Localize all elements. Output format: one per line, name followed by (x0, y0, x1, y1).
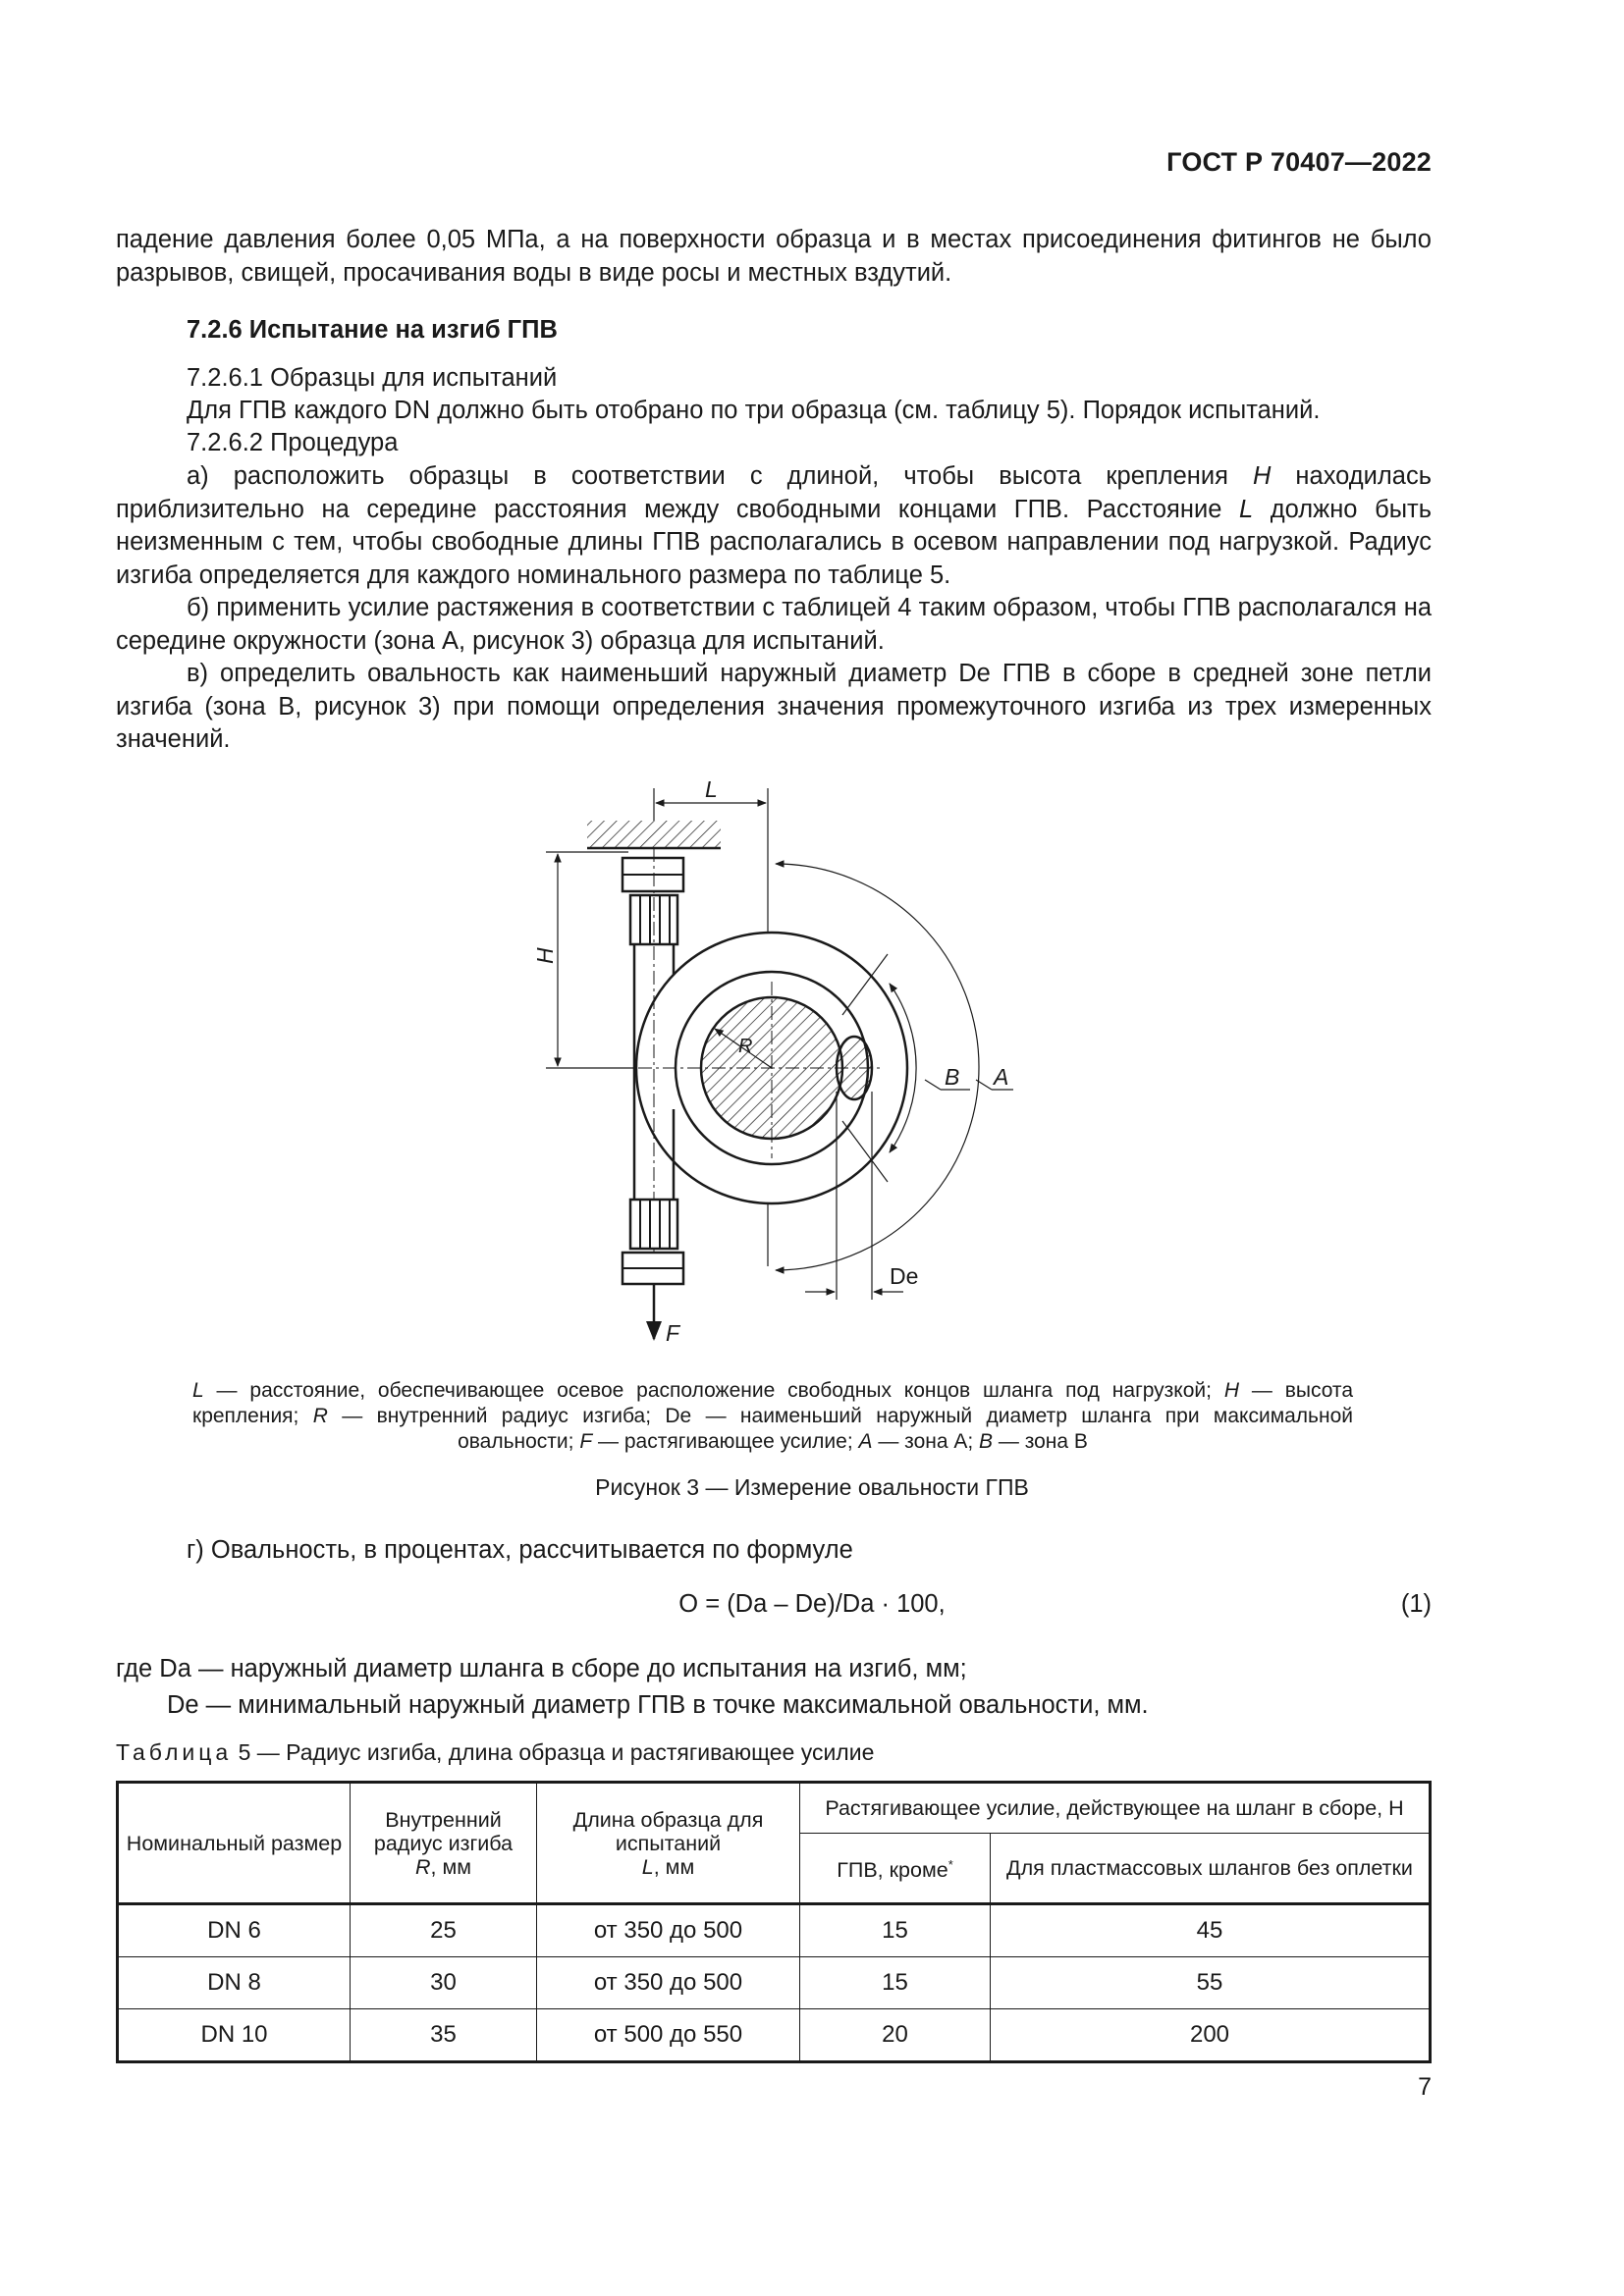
header-sample-length: Длина образца для испытаний L, мм (537, 1783, 800, 1904)
cell-force-plastic: 45 (991, 1904, 1431, 1957)
label-De: De (890, 1263, 919, 1289)
header-bend-radius: Внутренний радиус изгиба R, мм (351, 1783, 537, 1904)
header-force-plastic: Для пластмассовых шлангов без оплетки (991, 1834, 1431, 1904)
bend-radius-table (116, 1781, 1432, 2063)
section-heading: 7.2.6 Испытание на изгиб ГПВ (187, 316, 558, 344)
header-force-gpv: ГПВ, кроме* (800, 1834, 991, 1904)
cell-force-gpv: 20 (800, 2009, 991, 2062)
cell-size: DN 8 (118, 1957, 351, 2009)
label-H: H (532, 947, 558, 964)
where-da: где Da — наружный диаметр шланга в сборе до испытания на изгиб, мм; (116, 1655, 967, 1682)
subsection-samples: 7.2.6.1 Образцы для испытаний (187, 364, 558, 392)
item-v-paragraph: в) определить овальность как наименьший наружный диаметр De ГПВ в сборе в средней зоне петли изгиба (зона В, рисунок 3) при помощи определения значения промежуточного изгиба из трех измеренных значений. (116, 660, 1432, 753)
subsection-procedure: 7.2.6.2 Процедура (187, 429, 399, 456)
item-a-paragraph: а) расположить образцы в соответствии с длиной, чтобы высота крепления H находилась приблизительно на середине расстояния между свободными концами ГПВ. Расстояние L должно быть неизменным с тем, чтобы свободные длины ГПВ располагались в осевом направлении под нагрузкой. Радиус изгиба определяется для каждого номинального размера по таблице 5. (116, 462, 1433, 589)
table-row (118, 1957, 1431, 2009)
document-header: ГОСТ Р 70407—2022 (1166, 147, 1432, 177)
cell-radius: 35 (351, 2009, 537, 2062)
header-tensile-force: Растягивающее усилие, действующее на шланг в сборе, Н (800, 1783, 1431, 1834)
ovality-intro: г) Овальность, в процентах, рассчитывается по формуле (187, 1536, 853, 1564)
ceiling-mount (587, 821, 721, 848)
cell-length: от 500 до 550 (537, 2009, 800, 2062)
where-de: De — минимальный наружный диаметр ГПВ в точке максимальной овальности, мм. (167, 1691, 1149, 1719)
cell-length: от 350 до 500 (537, 1957, 800, 2009)
item-b-paragraph: б) применить усилие растяжения в соответствии с таблицей 4 таким образом, чтобы ГПВ располагался на середине окружности (зона А, рисунок 3) образца для испытаний. (116, 594, 1432, 655)
label-L: L (705, 776, 718, 802)
samples-text: Для ГПВ каждого DN должно быть отобрано по три образца (см. таблицу 5). Порядок испытаний. (187, 397, 1321, 424)
label-B: B (945, 1064, 960, 1090)
header-nominal-size: Номинальный размер (118, 1783, 351, 1904)
figure-caption: L — расстояние, обеспечивающее осевое расположение свободных концов шланга под нагрузкой; H — высота крепления; R — внутренний радиус изгиба; De — наименьший наружный диаметр шланга при максимальной овальности; F — растягивающее усилие; A — зона А; B — зона В (192, 1379, 1354, 1453)
cell-force-gpv: 15 (800, 1904, 991, 1957)
table-caption: Таблица 5 — Радиус изгиба, длина образца и растягивающее усилие (116, 1739, 875, 1765)
intro-paragraph: падение давления более 0,05 МПа, а на поверхности образца и в местах присоединения фитингов не было разрывов, свищей, просачивания воды в виде росы и местных вздутий. (116, 226, 1432, 287)
table-row (118, 1904, 1431, 1957)
figure-title: Рисунок 3 — Измерение овальности ГПВ (595, 1474, 1029, 1500)
label-R: R (738, 1036, 753, 1057)
cell-force-gpv: 15 (800, 1957, 991, 2009)
page-number: 7 (1418, 2073, 1432, 2101)
cell-length: от 350 до 500 (537, 1904, 800, 1957)
table-row (118, 2009, 1431, 2062)
cell-size: DN 10 (118, 2009, 351, 2062)
label-F: F (666, 1320, 680, 1346)
label-A: A (994, 1064, 1009, 1090)
cell-radius: 30 (351, 1957, 537, 2009)
formula-number: (1) (1400, 1590, 1432, 1618)
ovality-figure (530, 775, 1041, 1355)
cell-radius: 25 (351, 1904, 537, 1957)
cell-force-plastic: 200 (991, 2009, 1431, 2062)
ovality-formula: О = (Da – De)/Da · 100, (678, 1590, 946, 1618)
cell-force-plastic: 55 (991, 1957, 1431, 2009)
cell-size: DN 6 (118, 1904, 351, 1957)
